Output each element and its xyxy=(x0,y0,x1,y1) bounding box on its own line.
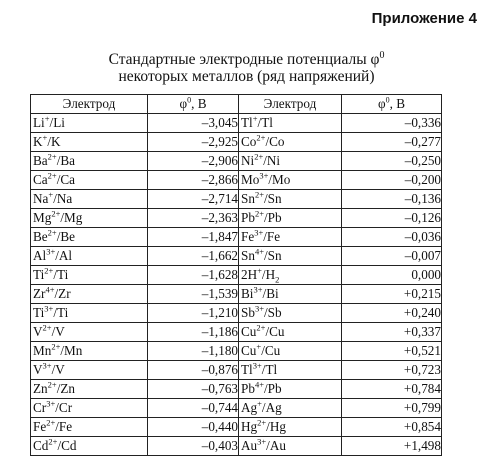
electrode-separator: / xyxy=(263,381,268,396)
ion-symbol: Hg xyxy=(241,419,258,434)
ion-charge: 2+ xyxy=(254,189,264,200)
table-row xyxy=(31,304,442,323)
electrode-cell-left xyxy=(31,285,148,304)
ion-charge: 4+ xyxy=(254,246,264,257)
potential-value-right: –0,200 xyxy=(342,171,442,190)
ion-charge: 4+ xyxy=(45,284,55,295)
electrode-separator: / xyxy=(56,381,61,396)
ion-symbol: Tl xyxy=(241,115,253,130)
table-row xyxy=(31,228,442,247)
electrode-cell-left xyxy=(31,228,148,247)
metal-symbol: Pb xyxy=(267,381,282,396)
ion-symbol: Ti xyxy=(33,267,45,282)
ion-symbol: Al xyxy=(33,248,47,263)
electrode-separator: / xyxy=(53,267,57,282)
electrode-cell-left xyxy=(31,418,148,437)
electrode-separator: / xyxy=(56,229,61,244)
table-row xyxy=(31,247,442,266)
electrode-separator: / xyxy=(55,400,59,415)
ion-charge: 3+ xyxy=(254,227,264,238)
metal-symbol: Ca xyxy=(60,172,76,187)
ion-symbol: Ca xyxy=(33,172,48,187)
electrode-separator: / xyxy=(263,229,267,244)
metal-symbol: K xyxy=(51,134,61,149)
potential-value-right: –0,126 xyxy=(342,209,442,228)
potential-value-left: –3,045 xyxy=(148,114,239,133)
electrode-separator: / xyxy=(261,267,266,282)
electrode-cell-right xyxy=(239,266,342,285)
potential-value-right: +1,498 xyxy=(342,437,442,456)
metal-symbol: Bi xyxy=(266,286,279,301)
ion-symbol: Pb xyxy=(241,381,255,396)
ion-charge: 3+ xyxy=(42,360,52,371)
metal-symbol: Sn xyxy=(267,191,282,206)
electrode-cell-left xyxy=(31,209,148,228)
ion-charge: + xyxy=(257,265,262,276)
ion-symbol: Cu xyxy=(241,343,257,358)
ion-symbol: Sb xyxy=(241,305,255,320)
ion-charge: + xyxy=(42,132,48,143)
potential-value-left: –0,403 xyxy=(148,437,239,456)
electrode-separator: / xyxy=(262,286,267,301)
potential-value-right: +0,337 xyxy=(342,323,442,342)
ion-symbol: 2H xyxy=(241,267,258,282)
metal-symbol: Ba xyxy=(60,153,76,168)
title-line-2: некоторых металлов (ряд напряжений) xyxy=(118,68,375,85)
ion-symbol: Ag xyxy=(241,400,258,415)
electrode-cell-right xyxy=(239,114,342,133)
ion-charge: 2+ xyxy=(46,417,56,428)
table-row xyxy=(31,380,442,399)
electrode-cell-left xyxy=(31,304,148,323)
metal-symbol: H xyxy=(265,267,276,282)
potential-value-right: –0,036 xyxy=(342,228,442,247)
table-row xyxy=(31,418,442,437)
electrode-separator: / xyxy=(53,191,57,206)
ion-charge: 2+ xyxy=(47,151,57,162)
table-row xyxy=(31,361,442,380)
ion-symbol: Mn xyxy=(33,343,52,358)
electrode-separator: / xyxy=(57,438,62,453)
electrode-separator: / xyxy=(47,134,51,149)
metal-symbol: Sb xyxy=(267,305,282,320)
potential-value-right: +0,854 xyxy=(342,418,442,437)
electrode-separator: / xyxy=(266,419,270,434)
ion-symbol: Mg xyxy=(33,210,52,225)
electrode-separator: / xyxy=(51,324,56,339)
metal-symbol: Pb xyxy=(267,210,282,225)
ion-charge: + xyxy=(252,113,258,124)
ion-charge: 2+ xyxy=(256,132,266,143)
metal-symbol: Au xyxy=(269,438,286,453)
potential-value-left: –1,628 xyxy=(148,266,239,285)
electrode-separator: / xyxy=(263,153,267,168)
ion-symbol: Sn xyxy=(241,191,255,206)
electrode-separator: / xyxy=(56,153,61,168)
ion-charge: 2+ xyxy=(256,322,266,333)
electrode-cell-left xyxy=(31,152,148,171)
electrode-cell-right xyxy=(239,342,342,361)
ion-charge: 3+ xyxy=(259,170,269,181)
ion-charge: + xyxy=(256,341,262,352)
metal-symbol: Na xyxy=(56,191,73,206)
potential-value-right: +0,784 xyxy=(342,380,442,399)
metal-symbol: Fe xyxy=(58,419,73,434)
metal-symbol: Tl xyxy=(265,362,278,377)
electrode-cell-right xyxy=(239,418,342,437)
potential-value-left: –1,847 xyxy=(148,228,239,247)
title-line-1 xyxy=(0,51,493,68)
ion-symbol: Cr xyxy=(33,400,47,415)
electrode-cell-right xyxy=(239,171,342,190)
potential-value-left: –2,363 xyxy=(148,209,239,228)
electrode-cell-left xyxy=(31,323,148,342)
ion-charge: + xyxy=(257,398,262,409)
electrode-cell-left xyxy=(31,437,148,456)
potential-value-left: –1,186 xyxy=(148,323,239,342)
ion-charge: 3+ xyxy=(46,398,56,409)
metal-symbol: Zn xyxy=(60,381,76,396)
electrode-separator: / xyxy=(261,362,266,377)
electrode-cell-right xyxy=(239,190,342,209)
ion-symbol: Zn xyxy=(33,381,48,396)
electrode-separator: / xyxy=(268,172,273,187)
electrode-cell-left xyxy=(31,247,148,266)
table-row xyxy=(31,437,442,456)
electrode-cell-right xyxy=(239,323,342,342)
electrode-separator: / xyxy=(49,115,54,130)
page-title xyxy=(0,51,493,85)
table-row xyxy=(31,209,442,228)
ion-symbol: Zr xyxy=(33,286,46,301)
ion-symbol: Fe xyxy=(241,229,255,244)
electrode-separator: / xyxy=(263,210,268,225)
potential-value-right: +0,521 xyxy=(342,342,442,361)
potential-value-left: –2,925 xyxy=(148,133,239,152)
electrode-separator: / xyxy=(266,438,270,453)
electrode-cell-right xyxy=(239,209,342,228)
potential-value-left: –1,662 xyxy=(148,247,239,266)
table-row xyxy=(31,285,442,304)
ion-symbol: Be xyxy=(33,229,48,244)
electrode-cell-right xyxy=(239,437,342,456)
electrode-separator: / xyxy=(257,115,262,130)
potential-value-right: +0,799 xyxy=(342,399,442,418)
ion-symbol: Sn xyxy=(241,248,255,263)
potential-value-right: +0,215 xyxy=(342,285,442,304)
potential-value-right: –0,007 xyxy=(342,247,442,266)
metal-symbol: Tl xyxy=(261,115,273,130)
ion-symbol: Bi xyxy=(241,286,254,301)
ion-charge: 2+ xyxy=(47,379,57,390)
table-body xyxy=(31,114,442,456)
ion-charge: 2+ xyxy=(51,341,61,352)
electrode-separator: / xyxy=(261,400,266,415)
appendix-label: Приложение 4 xyxy=(371,10,477,27)
ion-charge: + xyxy=(48,189,54,200)
ion-symbol: Mo xyxy=(241,172,260,187)
potential-value-left: –0,440 xyxy=(148,418,239,437)
ion-charge: 2+ xyxy=(47,170,57,181)
potential-value-right: –0,336 xyxy=(342,114,442,133)
metal-symbol: Be xyxy=(60,229,76,244)
ion-symbol: Co xyxy=(241,134,257,149)
ion-symbol: Fe xyxy=(33,419,47,434)
metal-symbol: Li xyxy=(53,115,65,130)
table-row xyxy=(31,114,442,133)
electrode-separator: / xyxy=(55,419,59,434)
table-row xyxy=(31,171,442,190)
metal-symbol: Cu xyxy=(269,324,285,339)
ion-charge: 3+ xyxy=(252,360,262,371)
metal-symbol: Fe xyxy=(266,229,281,244)
electrode-separator: / xyxy=(263,305,268,320)
electrode-separator: / xyxy=(265,324,270,339)
ion-symbol: Cd xyxy=(33,438,49,453)
ion-symbol: Cu xyxy=(241,324,257,339)
potential-value-right: –0,136 xyxy=(342,190,442,209)
ion-charge: 2+ xyxy=(48,436,58,447)
metal-symbol: Ag xyxy=(265,400,282,415)
electrode-separator: / xyxy=(60,343,65,358)
metal-symbol: Al xyxy=(58,248,73,263)
metal-subscript: 2 xyxy=(275,274,280,285)
potential-value-left: –0,744 xyxy=(148,399,239,418)
electrode-separator: / xyxy=(265,134,270,149)
ion-charge: 3+ xyxy=(254,303,264,314)
ion-charge: 2+ xyxy=(51,208,61,219)
ion-symbol: Au xyxy=(241,438,258,453)
metal-symbol: Cd xyxy=(61,438,77,453)
header-electrode-right: Электрод xyxy=(239,95,342,114)
electrode-separator: / xyxy=(263,248,268,263)
electrode-separator: / xyxy=(53,305,57,320)
ion-symbol: K xyxy=(33,134,43,149)
metal-symbol: Cu xyxy=(264,343,281,358)
ion-charge: + xyxy=(44,113,50,124)
electrode-separator: / xyxy=(55,248,59,263)
electrode-cell-left xyxy=(31,380,148,399)
electrode-cell-right xyxy=(239,152,342,171)
ion-symbol: V xyxy=(33,362,43,377)
table-row xyxy=(31,190,442,209)
electrode-cell-right xyxy=(239,361,342,380)
ion-charge: 2+ xyxy=(254,151,264,162)
electrode-cell-right xyxy=(239,285,342,304)
ion-charge: 4+ xyxy=(254,379,264,390)
ion-symbol: Ba xyxy=(33,153,48,168)
potential-value-right: 0,000 xyxy=(342,266,442,285)
electrode-cell-right xyxy=(239,304,342,323)
ion-charge: 2+ xyxy=(47,227,57,238)
ion-charge: 3+ xyxy=(46,246,56,257)
ion-charge: 2+ xyxy=(42,322,52,333)
electrode-cell-right xyxy=(239,247,342,266)
electrode-separator: / xyxy=(261,343,265,358)
table-row xyxy=(31,266,442,285)
ion-symbol: V xyxy=(33,324,43,339)
electrode-separator: / xyxy=(51,362,56,377)
metal-symbol: Zr xyxy=(58,286,71,301)
electrode-cell-left xyxy=(31,171,148,190)
title-text: Стандартные электродные потенциалы φ xyxy=(108,51,380,68)
potential-value-left: –1,539 xyxy=(148,285,239,304)
potential-value-right: –0,277 xyxy=(342,133,442,152)
electrode-cell-right xyxy=(239,228,342,247)
metal-symbol: Mg xyxy=(64,210,83,225)
potential-value-left: –1,180 xyxy=(148,342,239,361)
ion-charge: 2+ xyxy=(257,417,267,428)
ion-charge: 2+ xyxy=(44,265,54,276)
metal-symbol: V xyxy=(55,362,65,377)
metal-symbol: Mo xyxy=(272,172,291,187)
ion-symbol: Ti xyxy=(33,305,45,320)
ion-charge: 3+ xyxy=(253,284,263,295)
electrode-cell-right xyxy=(239,133,342,152)
electrode-separator: / xyxy=(56,172,61,187)
electrode-cell-left xyxy=(31,342,148,361)
electrode-cell-right xyxy=(239,380,342,399)
title-superscript: 0 xyxy=(379,49,385,61)
electrode-cell-left xyxy=(31,190,148,209)
table-row xyxy=(31,323,442,342)
potential-value-right: +0,723 xyxy=(342,361,442,380)
header-potential-right: $\varphi^0$, В xyxy=(342,95,442,114)
table-row xyxy=(31,152,442,171)
metal-symbol: Cr xyxy=(58,400,73,415)
metal-symbol: Sn xyxy=(267,248,282,263)
electrode-separator: / xyxy=(263,191,268,206)
potential-value-left: –2,714 xyxy=(148,190,239,209)
ion-symbol: Na xyxy=(33,191,49,206)
electrode-cell-left xyxy=(31,361,148,380)
table-header-row xyxy=(31,95,442,114)
metal-symbol: Co xyxy=(269,134,285,149)
potentials-table xyxy=(30,94,442,456)
electrode-cell-left xyxy=(31,114,148,133)
ion-charge: 3+ xyxy=(257,436,267,447)
table-row xyxy=(31,342,442,361)
header-electrode-left: Электрод xyxy=(31,95,148,114)
metal-symbol: Hg xyxy=(269,419,286,434)
potential-value-left: –2,866 xyxy=(148,171,239,190)
metal-symbol: Ni xyxy=(266,153,281,168)
ion-charge: 3+ xyxy=(44,303,54,314)
metal-symbol: Mn xyxy=(64,343,83,358)
potential-value-left: –2,906 xyxy=(148,152,239,171)
potential-value-left: –0,876 xyxy=(148,361,239,380)
electrode-cell-left xyxy=(31,133,148,152)
header-potential-left: $\varphi^0$, В xyxy=(148,95,239,114)
electrode-separator: / xyxy=(54,286,59,301)
metal-symbol: Ti xyxy=(56,267,69,282)
ion-symbol: Ni xyxy=(241,153,255,168)
table-row xyxy=(31,133,442,152)
potential-value-left: –0,763 xyxy=(148,380,239,399)
ion-symbol: Li xyxy=(33,115,45,130)
ion-symbol: Pb xyxy=(241,210,255,225)
potential-value-right: +0,240 xyxy=(342,304,442,323)
electrode-separator: / xyxy=(60,210,65,225)
metal-symbol: Ti xyxy=(56,305,69,320)
electrode-cell-left xyxy=(31,266,148,285)
ion-charge: 2+ xyxy=(254,208,264,219)
potential-value-right: –0,250 xyxy=(342,152,442,171)
potential-value-left: –1,210 xyxy=(148,304,239,323)
ion-symbol: Tl xyxy=(241,362,253,377)
metal-symbol: V xyxy=(55,324,65,339)
